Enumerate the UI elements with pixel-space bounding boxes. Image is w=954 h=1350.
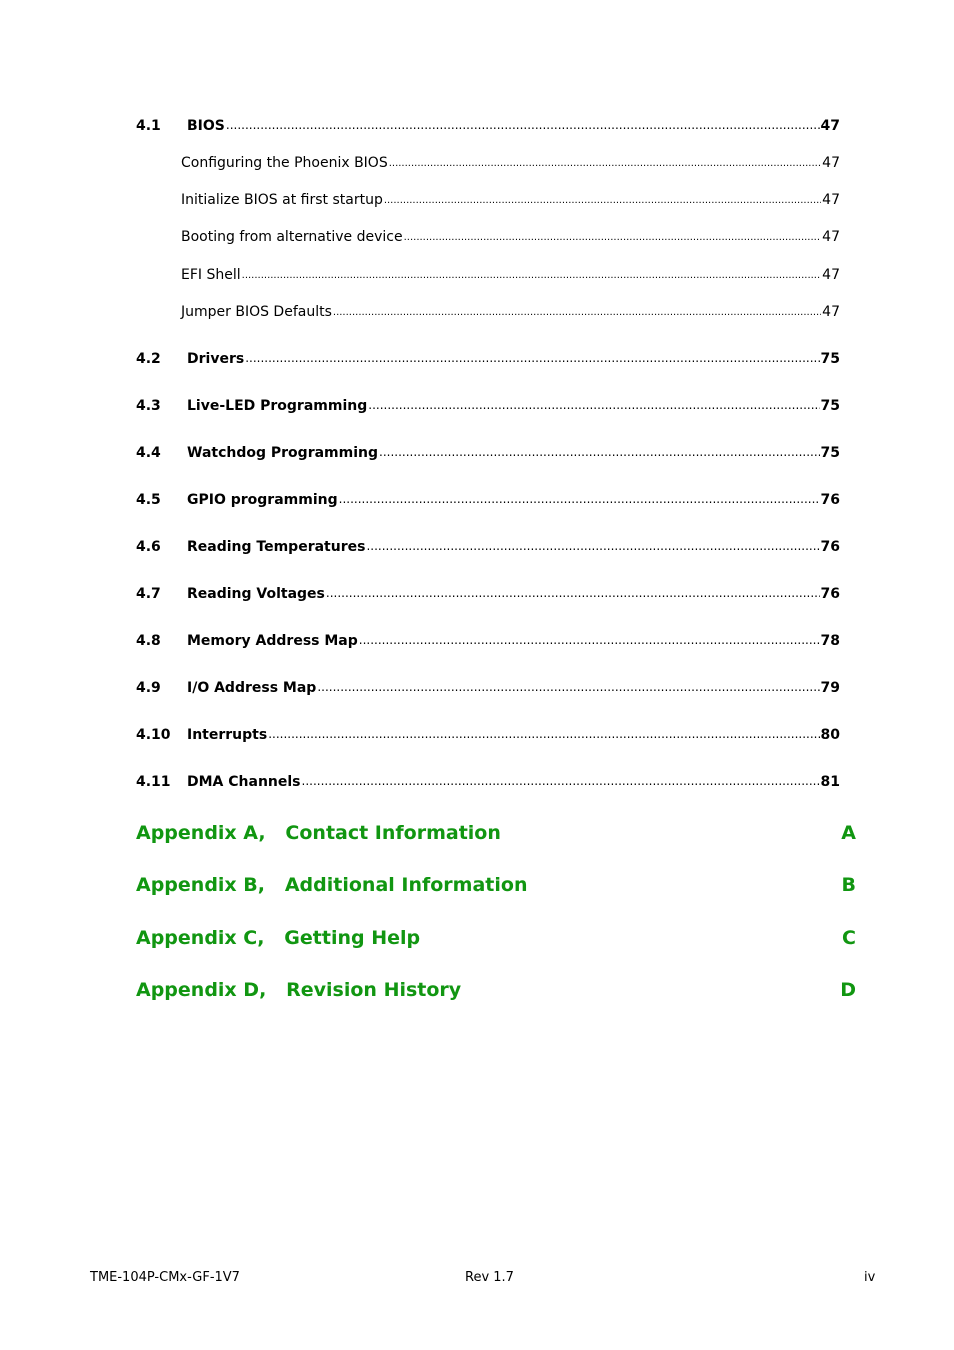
page-number: 75 <box>820 398 840 414</box>
section-number: 4.8 <box>136 633 161 649</box>
page-number: 75 <box>820 445 840 461</box>
page-number: 47 <box>822 192 840 208</box>
section-number: 4.1 <box>136 118 161 134</box>
dot-leader <box>326 586 820 600</box>
page-number: 47 <box>822 229 840 245</box>
page-number: 47 <box>822 304 840 320</box>
dot-leader <box>384 195 821 206</box>
subsection-title: Jumper BIOS Defaults <box>181 304 332 320</box>
toc-subentry[interactable] <box>136 155 840 177</box>
section-title: Interrupts <box>187 727 268 743</box>
dot-leader <box>404 232 822 243</box>
page-number: 76 <box>820 492 840 508</box>
appendix-entry[interactable] <box>136 874 856 904</box>
section-title: Memory Address Map <box>187 633 358 649</box>
dot-leader <box>339 492 820 506</box>
toc-entry[interactable] <box>136 539 840 561</box>
dot-leader <box>368 398 819 412</box>
dot-leader <box>359 633 820 647</box>
subsection-title: EFI Shell <box>181 267 241 283</box>
section-title: BIOS <box>187 118 225 134</box>
appendix-title: Appendix C, Getting Help <box>136 927 421 949</box>
dot-leader <box>226 118 820 132</box>
section-title: Reading Temperatures <box>187 539 366 555</box>
subsection-title: Configuring the Phoenix BIOS <box>181 155 388 171</box>
page-number: 47 <box>822 267 840 283</box>
section-title: DMA Channels <box>187 774 301 790</box>
toc-entry[interactable] <box>136 586 840 608</box>
toc-entry[interactable] <box>136 680 840 702</box>
section-number: 4.3 <box>136 398 161 414</box>
dot-leader <box>242 270 822 281</box>
toc-entry[interactable] <box>136 492 840 514</box>
dot-leader <box>379 445 820 459</box>
toc-subentry[interactable] <box>136 229 840 251</box>
section-number: 4.2 <box>136 351 161 367</box>
section-title: Drivers <box>187 351 245 367</box>
section-title: Live-LED Programming <box>187 398 368 414</box>
section-number: 4.10 <box>136 727 171 743</box>
toc-entry[interactable] <box>136 351 840 373</box>
toc-entry[interactable] <box>136 774 840 796</box>
dot-leader <box>333 307 821 318</box>
subsection-title: Booting from alternative device <box>181 229 403 245</box>
appendix-title: Appendix B, Additional Information <box>136 874 528 896</box>
toc-entry[interactable] <box>136 445 840 467</box>
appendix-page: C <box>842 927 856 949</box>
section-number: 4.5 <box>136 492 161 508</box>
appendix-page: D <box>840 979 856 1001</box>
dot-leader <box>317 680 819 694</box>
section-title: I/O Address Map <box>187 680 317 696</box>
dot-leader <box>245 351 819 365</box>
toc-subentry[interactable] <box>136 267 840 289</box>
page-number: 79 <box>820 680 840 696</box>
section-number: 4.4 <box>136 445 161 461</box>
toc-entry[interactable] <box>136 727 840 749</box>
toc-entry[interactable] <box>136 633 840 655</box>
page-number: 80 <box>820 727 840 743</box>
section-title: Reading Voltages <box>187 586 325 602</box>
page-number: 47 <box>820 118 840 134</box>
toc-subentry[interactable] <box>136 192 840 214</box>
appendix-page: B <box>841 874 856 896</box>
dot-leader <box>268 727 819 741</box>
page-number: 75 <box>820 351 840 367</box>
footer-page-number: iv <box>864 1270 876 1285</box>
footer-revision: Rev 1.7 <box>465 1270 514 1285</box>
section-number: 4.11 <box>136 774 171 790</box>
page-number: 76 <box>820 586 840 602</box>
footer-doc-id: TME-104P-CMx-GF-1V7 <box>90 1270 240 1285</box>
appendix-entry[interactable] <box>136 822 856 852</box>
section-title: Watchdog Programming <box>187 445 379 461</box>
page-number: 78 <box>820 633 840 649</box>
toc-entry[interactable] <box>136 398 840 420</box>
toc-entry[interactable] <box>136 118 840 140</box>
page-number: 47 <box>822 155 840 171</box>
section-title: GPIO programming <box>187 492 338 508</box>
section-number: 4.7 <box>136 586 161 602</box>
dot-leader <box>389 158 821 169</box>
subsection-title: Initialize BIOS at first startup <box>181 192 383 208</box>
appendix-entry[interactable] <box>136 979 856 1009</box>
section-number: 4.6 <box>136 539 161 555</box>
page-number: 76 <box>820 539 840 555</box>
dot-leader <box>366 539 819 553</box>
appendix-page: A <box>841 822 856 844</box>
appendix-title: Appendix A, Contact Information <box>136 822 501 844</box>
appendix-title: Appendix D, Revision History <box>136 979 462 1001</box>
toc-subentry[interactable] <box>136 304 840 326</box>
dot-leader <box>302 774 820 788</box>
page-number: 81 <box>820 774 840 790</box>
section-number: 4.9 <box>136 680 161 696</box>
appendix-entry[interactable] <box>136 927 856 957</box>
